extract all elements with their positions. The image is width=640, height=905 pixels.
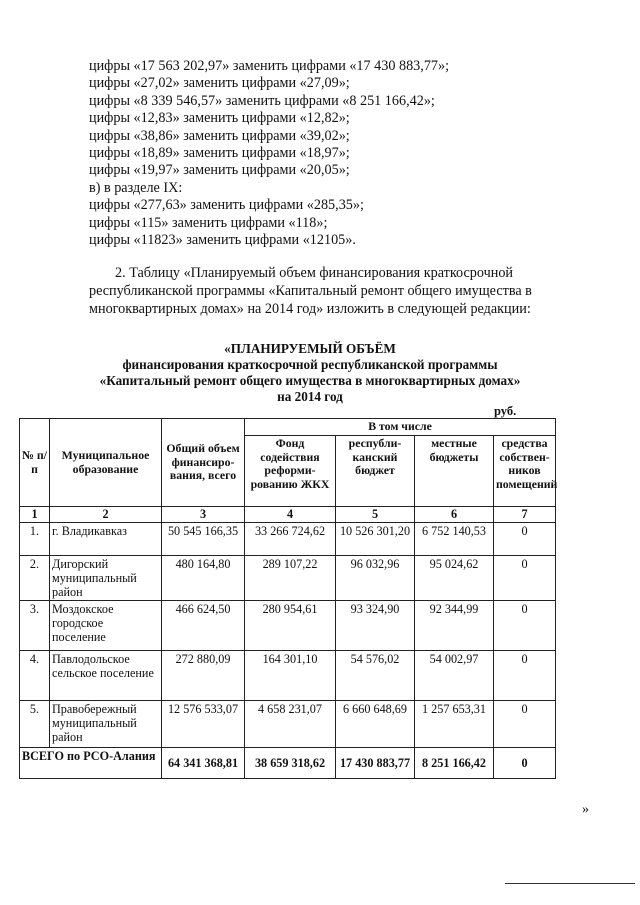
table-subtitle: «Капитальный ремонт общего имущества в многоквартирных домах» bbox=[99, 373, 521, 388]
row-number: 1. bbox=[20, 523, 50, 556]
total-cell: 466 624,50 bbox=[162, 601, 245, 651]
amendment-line: цифры «18,89» заменить цифрами «18,97»; bbox=[89, 145, 350, 162]
header-fund: Фонд содействия реформи-рованию ЖКХ bbox=[245, 436, 336, 507]
local-cell: 95 024,62 bbox=[415, 556, 494, 601]
table-subtitle: финансирования краткосрочной республиканской программы bbox=[122, 357, 498, 372]
republic-cell: 10 526 301,20 bbox=[336, 523, 415, 556]
row-number: 4. bbox=[20, 651, 50, 701]
republic-cell: 6 660 648,69 bbox=[336, 701, 415, 748]
financing-table bbox=[19, 418, 556, 779]
fund-cell: 164 301,10 bbox=[245, 651, 336, 701]
total-label: ВСЕГО по РСО-Алания bbox=[20, 748, 162, 779]
header-local: местные бюджеты bbox=[415, 436, 494, 507]
local-cell: 8 251 166,42 bbox=[415, 748, 494, 779]
table-row bbox=[20, 556, 556, 601]
column-index: 7 bbox=[494, 507, 556, 523]
owners-cell: 0 bbox=[494, 651, 556, 701]
header-municipality: Муниципальное образование bbox=[50, 419, 162, 507]
amendment-line: цифры «277,63» заменить цифрами «285,35»; bbox=[89, 197, 364, 214]
fund-cell: 4 658 231,07 bbox=[245, 701, 336, 748]
total-cell: 480 164,80 bbox=[162, 556, 245, 601]
local-cell: 1 257 653,31 bbox=[415, 701, 494, 748]
table-subtitle: на 2014 год bbox=[277, 389, 343, 404]
republic-cell: 17 430 883,77 bbox=[336, 748, 415, 779]
table-row bbox=[20, 651, 556, 701]
owners-cell: 0 bbox=[494, 523, 556, 556]
header-total: Общий объем финансиро-вания, всего bbox=[162, 419, 245, 507]
local-cell: 92 344,99 bbox=[415, 601, 494, 651]
column-index-row bbox=[20, 507, 556, 523]
paragraph-line: 2. Таблицу «Планируемый объем финансирования краткосрочной bbox=[115, 265, 514, 281]
header-including: В том числе bbox=[245, 419, 556, 436]
footer-rule bbox=[505, 883, 635, 884]
header-row bbox=[20, 419, 556, 436]
fund-cell: 33 266 724,62 bbox=[245, 523, 336, 556]
column-index: 5 bbox=[336, 507, 415, 523]
currency-unit: руб. bbox=[494, 404, 517, 418]
total-cell: 50 545 166,35 bbox=[162, 523, 245, 556]
republic-cell: 93 324,90 bbox=[336, 601, 415, 651]
fund-cell: 289 107,22 bbox=[245, 556, 336, 601]
total-row bbox=[20, 748, 556, 779]
local-cell: 54 002,97 bbox=[415, 651, 494, 701]
municipality-name: Моздокское городское поселение bbox=[50, 601, 162, 651]
municipality-name: Дигорский муниципальный район bbox=[50, 556, 162, 601]
amendment-list bbox=[89, 58, 559, 249]
closing-quote: » bbox=[582, 802, 589, 817]
header-num: № п/п bbox=[20, 419, 50, 507]
section-heading-line: в) в разделе IX: bbox=[89, 179, 183, 196]
municipality-name: Правобережный муниципальный район bbox=[50, 701, 162, 748]
paragraph-line: многоквартирных домах» на 2014 год» изложить в следующей редакции: bbox=[89, 301, 531, 317]
amendment-line: цифры «8 339 546,57» заменить цифрами «8 251 166,42»; bbox=[89, 92, 435, 109]
amendment-line: цифры «115» заменить цифрами «118»; bbox=[89, 214, 328, 231]
owners-cell: 0 bbox=[494, 748, 556, 779]
owners-cell: 0 bbox=[494, 556, 556, 601]
table-row bbox=[20, 601, 556, 651]
row-number: 2. bbox=[20, 556, 50, 601]
amendment-line: цифры «27,02» заменить цифрами «27,09»; bbox=[89, 75, 350, 92]
column-index: 2 bbox=[50, 507, 162, 523]
column-index: 6 bbox=[415, 507, 494, 523]
owners-cell: 0 bbox=[494, 701, 556, 748]
table-row bbox=[20, 523, 556, 556]
owners-cell: 0 bbox=[494, 601, 556, 651]
fund-cell: 280 954,61 bbox=[245, 601, 336, 651]
column-index: 4 bbox=[245, 507, 336, 523]
republic-cell: 54 576,02 bbox=[336, 651, 415, 701]
municipality-name: г. Владикавказ bbox=[50, 523, 162, 556]
total-cell: 64 341 368,81 bbox=[162, 748, 245, 779]
amendment-line: цифры «38,86» заменить цифрами «39,02»; bbox=[89, 127, 350, 144]
amendment-line: цифры «12,83» заменить цифрами «12,82»; bbox=[89, 110, 350, 127]
column-index: 1 bbox=[20, 507, 50, 523]
header-owners: средства собствен-ников помещений bbox=[494, 436, 556, 507]
table-row bbox=[20, 701, 556, 748]
amendment-line: цифры «19,97» заменить цифрами «20,05»; bbox=[89, 162, 350, 179]
row-number: 5. bbox=[20, 701, 50, 748]
header-republic: республи-канский бюджет bbox=[336, 436, 415, 507]
table-replacement-paragraph bbox=[89, 264, 586, 318]
paragraph-line: республиканской программы «Капитальный ремонт общего имущества в bbox=[89, 283, 532, 299]
municipality-name: Павлодольское сельское поселение bbox=[50, 651, 162, 701]
table-title: «ПЛАНИРУЕМЫЙ ОБЪЁМ bbox=[224, 341, 396, 356]
local-cell: 6 752 140,53 bbox=[415, 523, 494, 556]
republic-cell: 96 032,96 bbox=[336, 556, 415, 601]
row-number: 3. bbox=[20, 601, 50, 651]
column-index: 3 bbox=[162, 507, 245, 523]
total-cell: 272 880,09 bbox=[162, 651, 245, 701]
total-cell: 12 576 533,07 bbox=[162, 701, 245, 748]
fund-cell: 38 659 318,62 bbox=[245, 748, 336, 779]
amendment-line: цифры «11823» заменить цифрами «12105». bbox=[89, 232, 356, 249]
amendment-line: цифры «17 563 202,97» заменить цифрами «17 430 883,77»; bbox=[89, 58, 450, 74]
